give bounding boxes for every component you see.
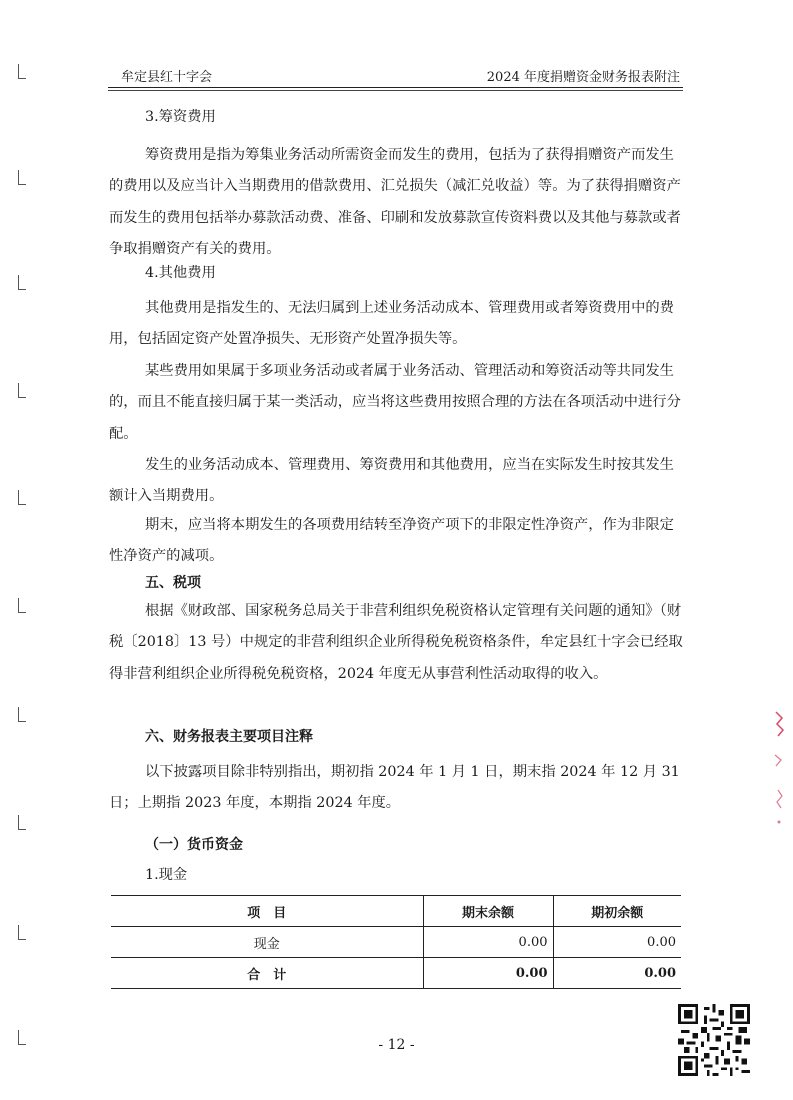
seal-fragment xyxy=(772,710,786,830)
paragraph-notes: 以下披露项目除非特别指出，期初指 2024 年 1 月 1 日，期末指 2024 年 12 月 31 日；上期指 2023 年度，本期指 2024 年度。 xyxy=(109,764,680,812)
section-title-notes: 六、财务报表主要项目注释 xyxy=(145,729,313,745)
margin-mark xyxy=(18,275,26,290)
qr-code xyxy=(678,1003,750,1077)
cell-item: 现金 xyxy=(253,936,280,952)
total-opening: 0.00 xyxy=(553,958,681,989)
section-title-fundraising: 3.筹资费用 xyxy=(145,109,216,125)
margin-mark xyxy=(18,707,26,722)
header-rule-thin xyxy=(108,90,683,91)
page-number: - 12 - xyxy=(378,1037,415,1053)
section-title-cash: （一）货币资金 xyxy=(145,837,243,853)
margin-mark xyxy=(18,598,26,613)
table-row xyxy=(111,927,681,958)
paragraph-period-end: 期末，应当将本期发生的各项费用结转至净资产项下的非限定性净资产，作为非限定性净资产的减项。 xyxy=(109,517,674,565)
column-header-opening: 期初余额 xyxy=(553,896,681,927)
paragraph-allocation: 某些费用如果属于多项业务活动或者属于业务活动、管理活动和筹资活动等共同发生的，而且不能直接归属于某一类活动，应当将这些费用按照合理的方法在各项活动中进行分配。 xyxy=(109,363,681,442)
header-rule xyxy=(108,87,683,88)
subsection-title-cash: 1.现金 xyxy=(145,867,188,883)
section-title-other-expenses: 4.其他费用 xyxy=(145,265,216,281)
margin-mark xyxy=(18,64,26,79)
section-title-tax: 五、税项 xyxy=(145,575,201,591)
margin-mark xyxy=(18,383,26,398)
paragraph-tax: 根据《财政部、国家税务总局关于非营利组织免税资格认定管理有关问题的通知》（财税〔2018〕13 号）中规定的非营利组织企业所得税免税资格条件，牟定县红十字会已经取得非营利组织企业所得税免税资格，2024 年度无从事营利性活动取得的收入。 xyxy=(109,603,683,682)
margin-mark xyxy=(18,490,26,505)
header-doc-title: 2024 年度捐赠资金财务报表附注 xyxy=(486,70,680,85)
header-org: 牟定县红十字会 xyxy=(121,70,213,85)
paragraph-recognition: 发生的业务活动成本、管理费用、筹资费用和其他费用，应当在实际发生时按其发生额计入当期费用。 xyxy=(109,457,674,505)
cell-closing: 0.00 xyxy=(423,927,553,958)
paragraph-fundraising: 筹资费用是指为筹集业务活动所需资金而发生的费用，包括为了获得捐赠资产而发生的费用以及应当计入当期费用的借款费用、汇兑损失（减汇兑收益）等。为了获得捐赠资产而发生的费用包括举办募款活动费、准备、印刷和发放募款宣传资料费以及其他与募款或者争取捐赠资产有关的费用。 xyxy=(109,147,681,257)
cash-table xyxy=(111,895,681,989)
margin-mark xyxy=(18,170,26,185)
margin-mark xyxy=(18,925,26,940)
total-closing: 0.00 xyxy=(423,958,553,989)
cell-opening: 0.00 xyxy=(553,927,681,958)
total-label: 合 计 xyxy=(247,967,287,983)
table-total-row xyxy=(111,958,681,989)
table-header-row xyxy=(111,896,681,927)
column-header-closing: 期末余额 xyxy=(423,896,553,927)
margin-mark xyxy=(18,815,26,830)
column-header-item: 项 目 xyxy=(247,905,287,921)
paragraph-other-expenses: 其他费用是指发生的、无法归属到上述业务活动成本、管理费用或者筹资费用中的费用，包括固定资产处置净损失、无形资产处置净损失等。 xyxy=(109,300,674,348)
